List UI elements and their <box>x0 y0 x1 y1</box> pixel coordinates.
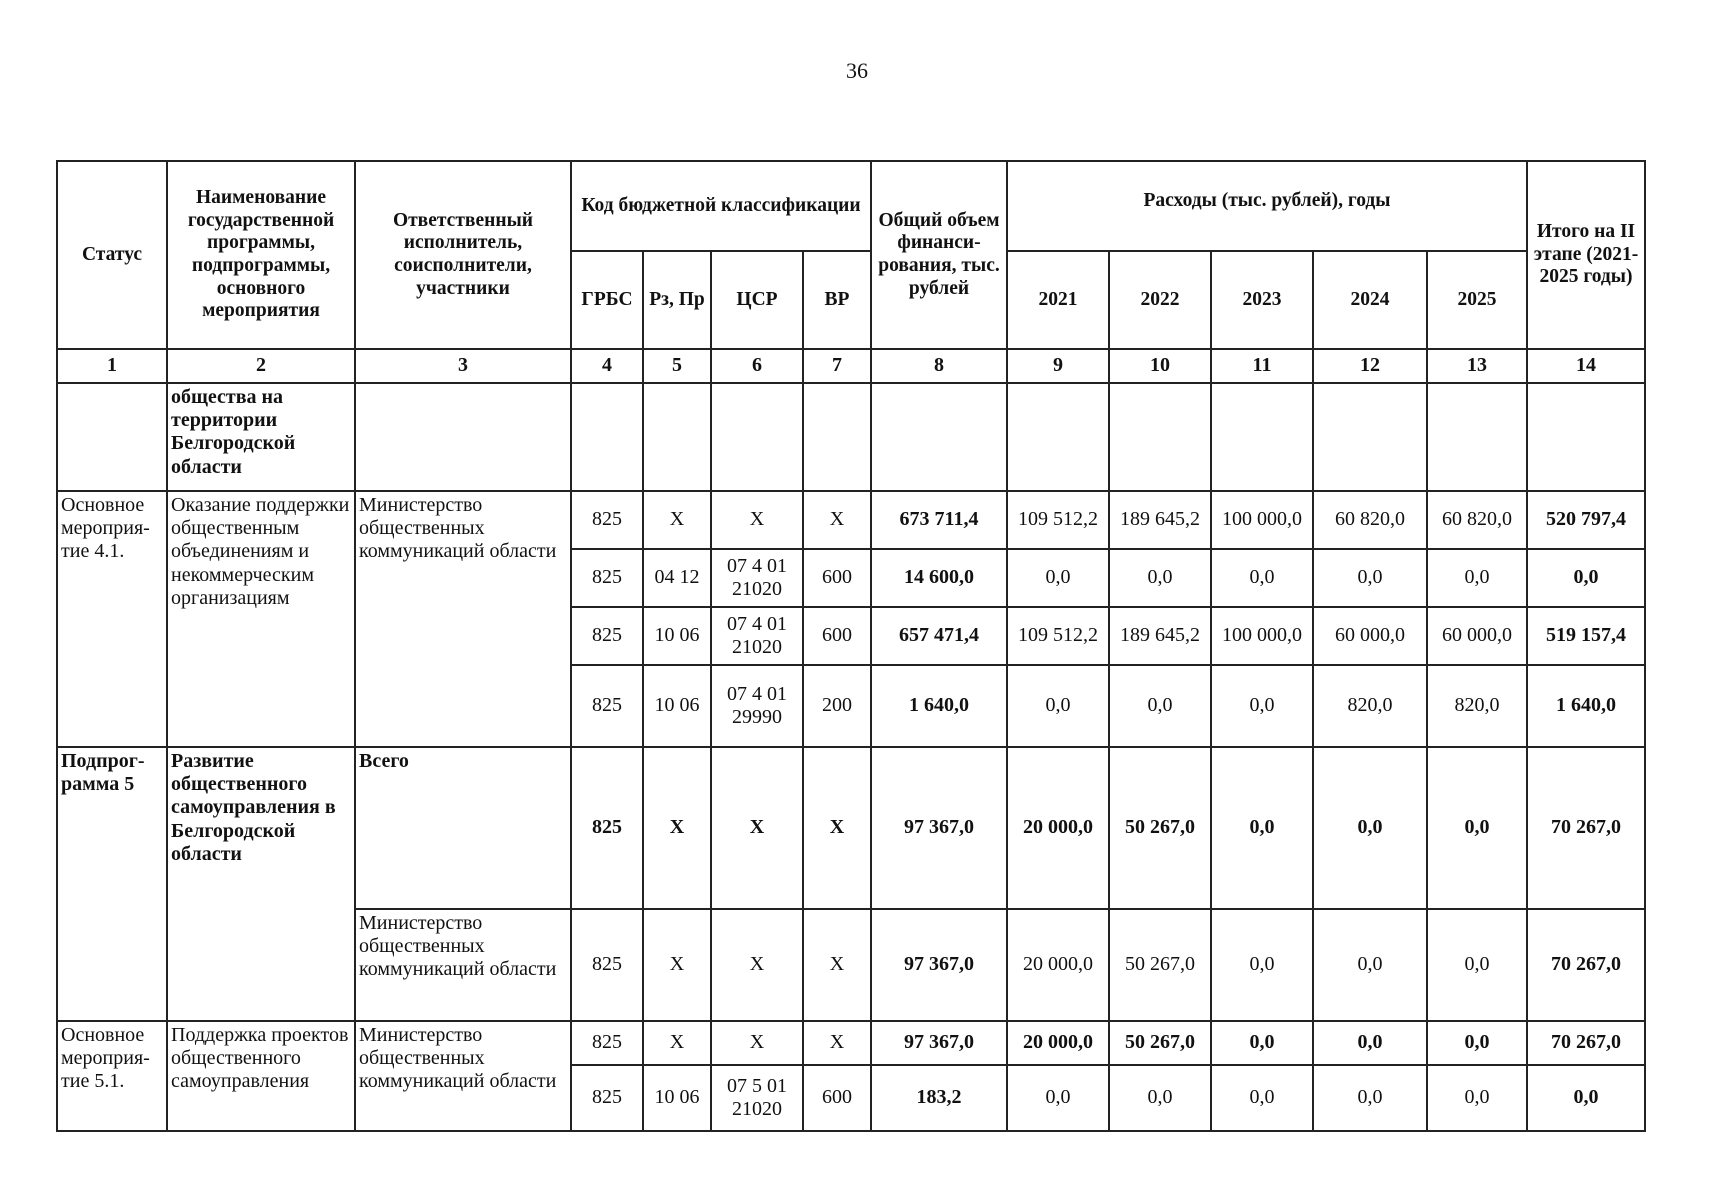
column-number: 3 <box>355 349 571 383</box>
rz-cell: Х <box>643 1021 711 1065</box>
y2021-cell: 20 000,0 <box>1007 1021 1109 1065</box>
empty-cell <box>803 383 871 491</box>
column-number: 11 <box>1211 349 1313 383</box>
csr-cell: Х <box>711 747 803 909</box>
itogo-cell: 0,0 <box>1527 549 1645 607</box>
table-row <box>57 1021 1645 1065</box>
rz-cell: 10 06 <box>643 1065 711 1131</box>
y2022-cell: 50 267,0 <box>1109 909 1211 1021</box>
y2021-cell: 20 000,0 <box>1007 747 1109 909</box>
column-number: 4 <box>571 349 643 383</box>
column-number: 9 <box>1007 349 1109 383</box>
csr-cell: Х <box>711 1021 803 1065</box>
header-itogo: Итого на II этапе (2021-2025 годы) <box>1527 161 1645 349</box>
y2023-cell: 0,0 <box>1211 549 1313 607</box>
empty-cell <box>1527 383 1645 491</box>
total-cell: 97 367,0 <box>871 747 1007 909</box>
y2021-cell: 109 512,2 <box>1007 491 1109 549</box>
csr-cell: 07 4 01 21020 <box>711 549 803 607</box>
rz-cell: 10 06 <box>643 665 711 747</box>
itogo-cell: 70 267,0 <box>1527 909 1645 1021</box>
column-number: 10 <box>1109 349 1211 383</box>
y2025-cell: 0,0 <box>1427 1065 1527 1131</box>
name-cell: Развитие общественного самоуправления в Белгородской области <box>167 747 355 1021</box>
y2025-cell: 0,0 <box>1427 549 1527 607</box>
y2021-cell: 0,0 <box>1007 549 1109 607</box>
y2024-cell: 0,0 <box>1313 1021 1427 1065</box>
y2023-cell: 100 000,0 <box>1211 491 1313 549</box>
empty-cell <box>571 383 643 491</box>
itogo-cell: 520 797,4 <box>1527 491 1645 549</box>
empty-cell <box>1427 383 1527 491</box>
vr-cell: Х <box>803 491 871 549</box>
y2025-cell: 60 820,0 <box>1427 491 1527 549</box>
vr-cell: Х <box>803 909 871 1021</box>
column-number-row <box>57 349 1645 383</box>
empty-cell <box>643 383 711 491</box>
y2023-cell: 100 000,0 <box>1211 607 1313 665</box>
empty-cell <box>871 383 1007 491</box>
y2023-cell: 0,0 <box>1211 909 1313 1021</box>
y2025-cell: 820,0 <box>1427 665 1527 747</box>
continuation-name: общества на территории Белгородской области <box>167 383 355 491</box>
table-row <box>57 491 1645 549</box>
y2022-cell: 0,0 <box>1109 549 1211 607</box>
column-number: 12 <box>1313 349 1427 383</box>
y2025-cell: 0,0 <box>1427 909 1527 1021</box>
y2022-cell: 50 267,0 <box>1109 747 1211 909</box>
table-row <box>57 747 1645 909</box>
total-cell: 97 367,0 <box>871 1021 1007 1065</box>
name-cell: Поддержка проектов общественного самоуправления <box>167 1021 355 1131</box>
csr-cell: Х <box>711 909 803 1021</box>
empty-cell <box>1007 383 1109 491</box>
executor-cell: Министерство общественных коммуникаций области <box>355 909 571 1021</box>
y2023-cell: 0,0 <box>1211 1021 1313 1065</box>
empty-cell <box>57 383 167 491</box>
header-status: Статус <box>57 161 167 349</box>
grbs-cell: 825 <box>571 909 643 1021</box>
y2021-cell: 20 000,0 <box>1007 909 1109 1021</box>
header-grbs: ГРБС <box>571 251 643 349</box>
y2024-cell: 0,0 <box>1313 1065 1427 1131</box>
column-number: 8 <box>871 349 1007 383</box>
vr-cell: Х <box>803 747 871 909</box>
executor-cell: Всего <box>355 747 571 909</box>
grbs-cell: 825 <box>571 549 643 607</box>
y2025-cell: 60 000,0 <box>1427 607 1527 665</box>
grbs-cell: 825 <box>571 491 643 549</box>
grbs-cell: 825 <box>571 1065 643 1131</box>
header-csr: ЦСР <box>711 251 803 349</box>
itogo-cell: 70 267,0 <box>1527 1021 1645 1065</box>
total-cell: 183,2 <box>871 1065 1007 1131</box>
y2023-cell: 0,0 <box>1211 665 1313 747</box>
column-number: 2 <box>167 349 355 383</box>
y2022-cell: 189 645,2 <box>1109 607 1211 665</box>
grbs-cell: 825 <box>571 665 643 747</box>
empty-cell <box>355 383 571 491</box>
vr-cell: 600 <box>803 607 871 665</box>
rz-cell: 10 06 <box>643 607 711 665</box>
y2021-cell: 0,0 <box>1007 1065 1109 1131</box>
y2025-cell: 0,0 <box>1427 1021 1527 1065</box>
vr-cell: 200 <box>803 665 871 747</box>
status-cell: Подпрог-рамма 5 <box>57 747 167 1021</box>
y2021-cell: 0,0 <box>1007 665 1109 747</box>
column-number: 5 <box>643 349 711 383</box>
y2022-cell: 0,0 <box>1109 665 1211 747</box>
empty-cell <box>1313 383 1427 491</box>
itogo-cell: 0,0 <box>1527 1065 1645 1131</box>
grbs-cell: 825 <box>571 747 643 909</box>
itogo-cell: 70 267,0 <box>1527 747 1645 909</box>
y2024-cell: 0,0 <box>1313 909 1427 1021</box>
header-executor: Ответственный исполнитель, соисполнители, участники <box>355 161 571 349</box>
header-rz: Рз, Пр <box>643 251 711 349</box>
column-number: 6 <box>711 349 803 383</box>
y2022-cell: 50 267,0 <box>1109 1021 1211 1065</box>
budget-table <box>56 160 1646 1132</box>
empty-cell <box>1109 383 1211 491</box>
page-number: 36 <box>846 58 868 83</box>
itogo-cell: 1 640,0 <box>1527 665 1645 747</box>
y2024-cell: 820,0 <box>1313 665 1427 747</box>
executor-cell: Министерство общественных коммуникаций области <box>355 491 571 747</box>
header-name: Наименование государственной программы, подпрограммы, основного мероприятия <box>167 161 355 349</box>
y2022-cell: 189 645,2 <box>1109 491 1211 549</box>
status-cell: Основное мероприя-тие 5.1. <box>57 1021 167 1131</box>
header-budget-code: Код бюджетной классификации <box>571 161 871 251</box>
empty-cell <box>1211 383 1313 491</box>
rz-cell: Х <box>643 747 711 909</box>
y2021-cell: 109 512,2 <box>1007 607 1109 665</box>
continuation-row <box>57 383 1645 491</box>
total-cell: 97 367,0 <box>871 909 1007 1021</box>
status-cell: Основное мероприя-тие 4.1. <box>57 491 167 747</box>
csr-cell: Х <box>711 491 803 549</box>
column-number: 7 <box>803 349 871 383</box>
name-cell: Оказание поддержки общественным объединениям и некоммерческим организациям <box>167 491 355 747</box>
header-2022: 2022 <box>1109 251 1211 349</box>
header-2024: 2024 <box>1313 251 1427 349</box>
grbs-cell: 825 <box>571 607 643 665</box>
total-cell: 1 640,0 <box>871 665 1007 747</box>
itogo-cell: 519 157,4 <box>1527 607 1645 665</box>
y2025-cell: 0,0 <box>1427 747 1527 909</box>
executor-cell: Министерство общественных коммуникаций области <box>355 1021 571 1131</box>
total-cell: 673 711,4 <box>871 491 1007 549</box>
vr-cell: Х <box>803 1021 871 1065</box>
header-total: Общий объем финанси-рования, тыс. рублей <box>871 161 1007 349</box>
header-2023: 2023 <box>1211 251 1313 349</box>
grbs-cell: 825 <box>571 1021 643 1065</box>
column-number: 1 <box>57 349 167 383</box>
header-2021: 2021 <box>1007 251 1109 349</box>
total-cell: 657 471,4 <box>871 607 1007 665</box>
header-vr: ВР <box>803 251 871 349</box>
rz-cell: Х <box>643 491 711 549</box>
csr-cell: 07 5 01 21020 <box>711 1065 803 1131</box>
y2024-cell: 60 000,0 <box>1313 607 1427 665</box>
vr-cell: 600 <box>803 1065 871 1131</box>
y2024-cell: 60 820,0 <box>1313 491 1427 549</box>
csr-cell: 07 4 01 21020 <box>711 607 803 665</box>
header-expenses: Расходы (тыс. рублей), годы <box>1007 161 1527 251</box>
rz-cell: 04 12 <box>643 549 711 607</box>
column-number: 13 <box>1427 349 1527 383</box>
y2024-cell: 0,0 <box>1313 549 1427 607</box>
total-cell: 14 600,0 <box>871 549 1007 607</box>
empty-cell <box>711 383 803 491</box>
column-number: 14 <box>1527 349 1645 383</box>
vr-cell: 600 <box>803 549 871 607</box>
y2022-cell: 0,0 <box>1109 1065 1211 1131</box>
y2023-cell: 0,0 <box>1211 1065 1313 1131</box>
y2023-cell: 0,0 <box>1211 747 1313 909</box>
csr-cell: 07 4 01 29990 <box>711 665 803 747</box>
rz-cell: Х <box>643 909 711 1021</box>
header-2025: 2025 <box>1427 251 1527 349</box>
y2024-cell: 0,0 <box>1313 747 1427 909</box>
